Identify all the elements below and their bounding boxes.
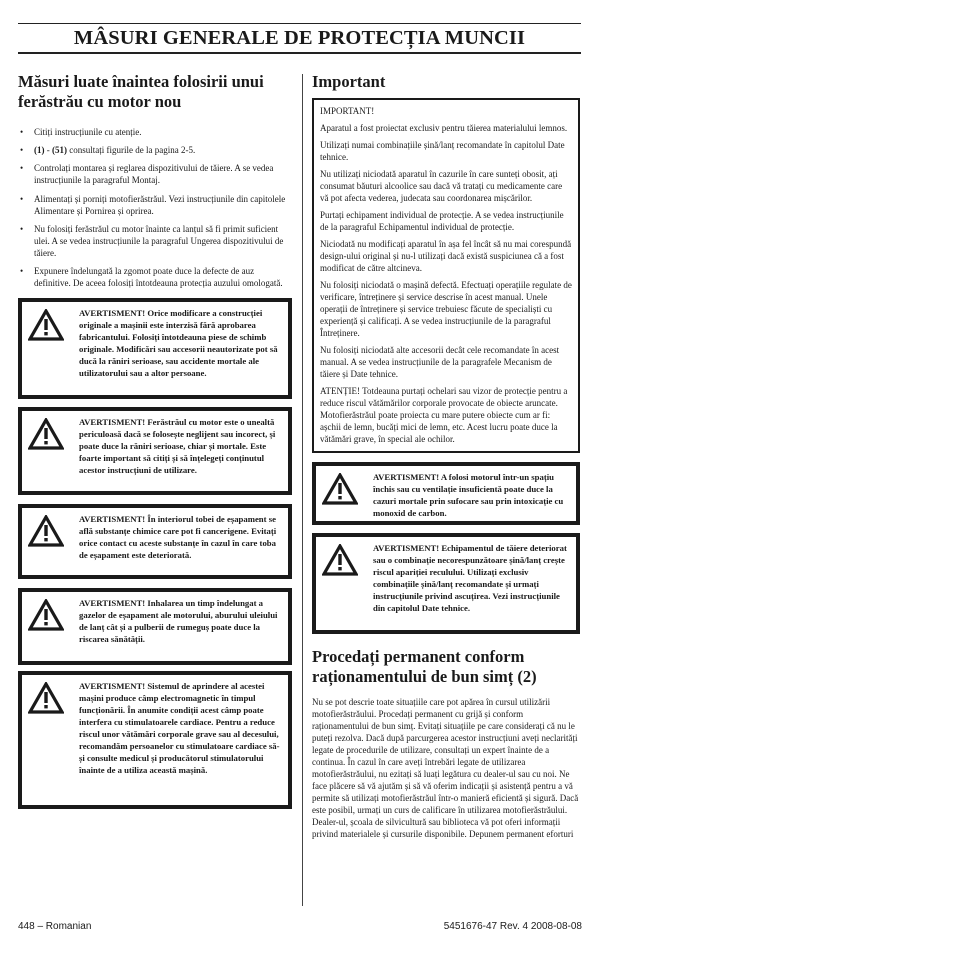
left-heading: Măsuri luate înaintea folosirii unui ferăstrău cu motor nou xyxy=(18,72,264,111)
warning-triangle-icon xyxy=(28,682,64,714)
warning-text: AVERTISMENT! Sistemul de aprindere al acestei mașini produce câmp electromagnetic în timpul funcționării. În anumite condiții acest câmp poate interfera cu stimulatoarele cardiace. Pentru a reduce riscul unor vătămări corporale grave sau al decesului, recomandăm persoanelor cu stimulatoare cardiace să-și consulte medicul și producătorul stimulatorului înainte de a utiliza această mașină. xyxy=(79,680,280,776)
warning-box xyxy=(18,588,292,665)
header-rule-bottom xyxy=(18,52,581,54)
important-paragraph: Utilizați numai combinațiile șină/lanț recomandate în capitolul Date tehnice. xyxy=(320,140,565,162)
warning-triangle-icon xyxy=(322,544,358,576)
warning-text: AVERTISMENT! A folosi motorul într-un spațiu închis sau cu ventilație insuficientă poate duce la cazuri mortale prin sufocare sau prin intoxicație cu monoxid de carbon. xyxy=(373,472,564,519)
prep-bullet-list xyxy=(18,126,292,289)
important-paragraph: Niciodată nu modificați aparatul în așa fel încât să nu mai corespundă design-ului original și nu-l utilizați dacă există suspiciunea că a fost modificat de către altcineva. xyxy=(320,239,572,273)
footer-revision: 5451676-47 Rev. 4 2008-08-08 xyxy=(443,921,582,932)
bullet-item: • Nu folosiți ferăstrăul cu motor înainte ca lanțul să fi primit suficient ulei. A se vedea instrucțiunile la paragraful Ungerea dispozitivului de tăiere. xyxy=(18,223,292,259)
left-column xyxy=(18,72,292,809)
warning-box xyxy=(312,462,580,525)
warning-triangle-icon xyxy=(28,309,64,341)
warning-box xyxy=(18,671,292,809)
proc-body: Nu se pot descrie toate situațiile care pot apărea în cursul utilizării motofierăstrăului. Procedați permanent cu grijă și conform raționamentului de bun simț. Evitați situațiile pe care considerați că nu le puteți rezolva. Dacă după parcurgerea acestor instrucțiuni aveți neclarități legate de procedurile de utilizare, consultați un expert înainte de a continua. În cazul în care aveți întrebări legate de utilizarea motofierăstrăului, nu ezitați să luați legătura cu dealer-ul sau cu noi. Ne face plăcere să vă ajutăm și să vă oferim indicații și asistență pentru a vă permite să utilizați motofierăstrăul într-o manieră eficientă și sigură. Dacă este posibil, urmați un curs de calificare în utilizarea motofierăstrăului. Dealer-ul, școala de silvicultură sau biblioteca vă pot oferi informații privind materialele și cursurile disponibile. Depunem permanent eforturi xyxy=(312,697,579,839)
warning-text: AVERTISMENT! Ferăstrăul cu motor este o unealtă periculoasă dacă se folosește neglijent sau incorect, și poate duce la răniri serioase, chiar și mortale. Este foarte important să citiți și să înțelegeți conținutul acestor instrucțiuni de utilizare. xyxy=(79,416,276,476)
bullet-item: • (1) - (51) consultați figurile de la pagina 2-5. xyxy=(18,144,292,156)
warning-text: AVERTISMENT! Echipamentul de tăiere deteriorat sau o combinație necorespunzătoare șină/lanț crește riscul apariției reculului. Utilizați exclusiv combinațiile șină/lanț recomandate și urmați instrucțiunile privind ascuțirea. Vezi instrucțiunile din capitolul Date tehnice. xyxy=(373,543,567,614)
bullet-item: • Alimentați și porniți motofierăstrăul. Vezi instrucțiunile din capitolele Alimentare și Pornirea și oprirea. xyxy=(18,193,292,217)
warning-triangle-icon xyxy=(28,515,64,547)
warning-box xyxy=(18,504,292,579)
warning-text: AVERTISMENT! Inhalarea un timp îndelungat a gazelor de eșapament ale motorului, aburului uleiului de lanț cât și a pulberii de rumeguș poate duce la riscarea sănătății. xyxy=(79,597,278,645)
right-heading: Important xyxy=(312,72,386,91)
important-paragraph: Nu folosiți niciodată o mașină defectă. Efectuați operațiile regulate de verificare, întreținere și service descrise în acest manual. Unele operații de întreținere și service trebuiesc făcute de specialiști cu experiență și calificați. A se vedea instrucțiunile de la paragraful Întreținere. xyxy=(320,280,572,338)
warning-text: AVERTISMENT! Orice modificare a construcției originale a mașinii este interzisă fără aprobarea fabricantului. Folosiți întotdeauna piese de schimb originale. Modificări sau accesorii neautorizate pot să ducă la răniri serioase, sau accidente mortale ale utilizatorului sau a altor persoane. xyxy=(79,307,278,379)
warning-box xyxy=(18,407,292,495)
column-divider xyxy=(302,74,303,906)
important-paragraph: Nu folosiți niciodată alte accesorii decât cele recomandate în acest manual. A se vedea instrucțiunile de la paragrafele Mecanism de tăiere și Date tehnice. xyxy=(320,345,560,379)
important-paragraph: Nu utilizați niciodată aparatul în cazurile în care sunteți obosit, ați consumat băuturi alcoolice sau dacă vă tratați cu medicamente care vă pot afecta vederea, judecata sau coordonarea mișcărilor. xyxy=(320,169,563,203)
warning-triangle-icon xyxy=(322,473,358,505)
important-paragraph: ATENȚIE! Totdeauna purtați ochelari sau vizor de protecție pentru a reduce riscul vătămărilor corporale provocate de obiecte aruncate. Motofierăstrăul poate proiecta cu mare putere obiecte cum ar fi: așchii de lemn, bucăți mici de lemn, etc. Acest lucru poate duce la vătămări grave, în special ale ochilor. xyxy=(320,386,568,444)
bullet-item: • Controlați montarea și reglarea dispozitivului de tăiere. A se vedea instrucțiunile la paragraful Montaj. xyxy=(18,162,292,186)
warning-text: AVERTISMENT! În interiorul tobei de eșapament se află substanțe chimice care pot fi cancerigene. Evitați orice contact cu aceste substanțe în cazul în care toba de eșapament este deteriorată. xyxy=(79,513,277,561)
warning-box xyxy=(312,533,580,634)
bullet-item: • Citiți instrucțiunile cu atenție. xyxy=(18,126,292,138)
warning-triangle-icon xyxy=(28,599,64,631)
warning-box xyxy=(18,298,292,399)
important-title: IMPORTANT! xyxy=(320,106,375,116)
footer-page-number: 448 – Romanian xyxy=(18,921,92,932)
important-paragraph: Aparatul a fost proiectat exclusiv pentru tăierea materialului lemnos. xyxy=(320,123,568,133)
page-title: MÂSURI GENERALE DE PROTECȚIA MUNCII xyxy=(73,27,526,49)
important-box xyxy=(312,98,580,453)
proc-heading: Procedați permanent conform raționamentului de bun simț (2) xyxy=(312,647,537,686)
bullet-item: • Expunere îndelungată la zgomot poate duce la defecte de auz definitive. De aceea folosiți întotdeauna protecția auzului omologată. xyxy=(18,265,292,289)
warning-triangle-icon xyxy=(28,418,64,450)
important-paragraph: Purtați echipament individual de protecție. A se vedea instrucțiunile de la paragraful Echipamentul individual de protecție. xyxy=(320,210,564,232)
header-rule-top xyxy=(18,23,581,24)
right-column xyxy=(312,72,580,840)
